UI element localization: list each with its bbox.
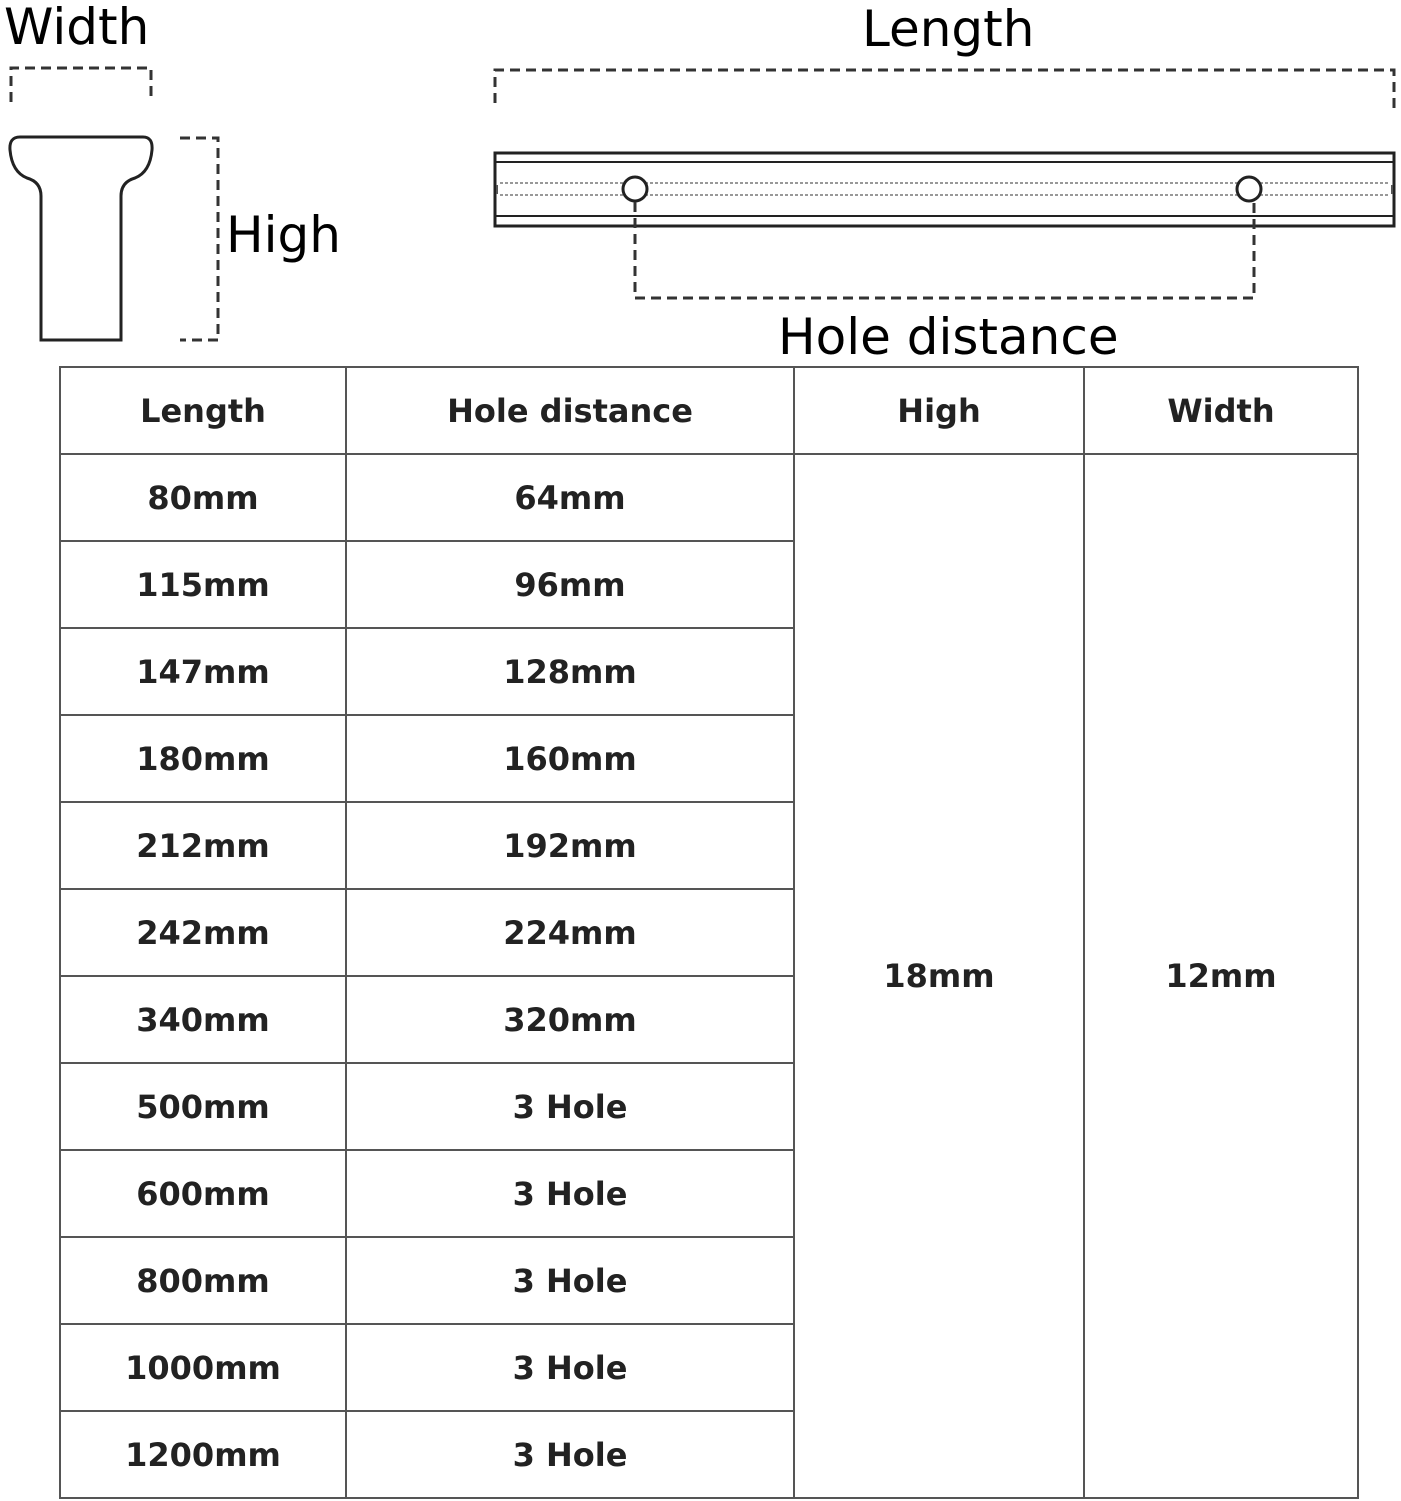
mounting-hole-right [1237, 177, 1261, 201]
cell-length: 800mm [60, 1237, 346, 1324]
width-label: Width [4, 0, 150, 56]
cell-length: 180mm [60, 715, 346, 802]
hole-distance-label: Hole distance [778, 308, 1119, 366]
cell-hole-distance: 3 Hole [346, 1237, 794, 1324]
dimension-diagram [0, 0, 1401, 365]
mounting-hole-left [623, 177, 647, 201]
header-high: High [794, 367, 1084, 454]
cell-hole-distance: 128mm [346, 628, 794, 715]
length-label: Length [862, 0, 1035, 58]
cell-length: 500mm [60, 1063, 346, 1150]
header-length: Length [60, 367, 346, 454]
diagram-drawing [0, 0, 1401, 365]
cell-length: 600mm [60, 1150, 346, 1237]
high-bracket [180, 138, 218, 340]
cell-length: 242mm [60, 889, 346, 976]
cell-length: 1000mm [60, 1324, 346, 1411]
table-header-row [60, 367, 1358, 454]
high-label: High [226, 206, 341, 264]
cell-hole-distance: 3 Hole [346, 1150, 794, 1237]
cell-hole-distance: 3 Hole [346, 1063, 794, 1150]
cell-length: 1200mm [60, 1411, 346, 1498]
cell-hole-distance: 224mm [346, 889, 794, 976]
header-width: Width [1084, 367, 1358, 454]
cell-hole-distance: 320mm [346, 976, 794, 1063]
header-hole-distance: Hole distance [346, 367, 794, 454]
cell-hole-distance: 3 Hole [346, 1324, 794, 1411]
cell-hole-distance: 64mm [346, 454, 794, 541]
cell-hole-distance: 160mm [346, 715, 794, 802]
cell-high: 18mm [794, 454, 1084, 1498]
cell-length: 147mm [60, 628, 346, 715]
size-spec-table [59, 366, 1359, 1499]
table-row [60, 454, 1358, 541]
cell-hole-distance: 96mm [346, 541, 794, 628]
profile-cross-section [10, 137, 152, 340]
cell-length: 340mm [60, 976, 346, 1063]
cell-length: 212mm [60, 802, 346, 889]
width-bracket [11, 68, 151, 102]
cell-hole-distance: 3 Hole [346, 1411, 794, 1498]
cell-length: 115mm [60, 541, 346, 628]
length-bracket [495, 70, 1394, 108]
cell-width: 12mm [1084, 454, 1358, 1498]
cell-length: 80mm [60, 454, 346, 541]
cell-hole-distance: 192mm [346, 802, 794, 889]
